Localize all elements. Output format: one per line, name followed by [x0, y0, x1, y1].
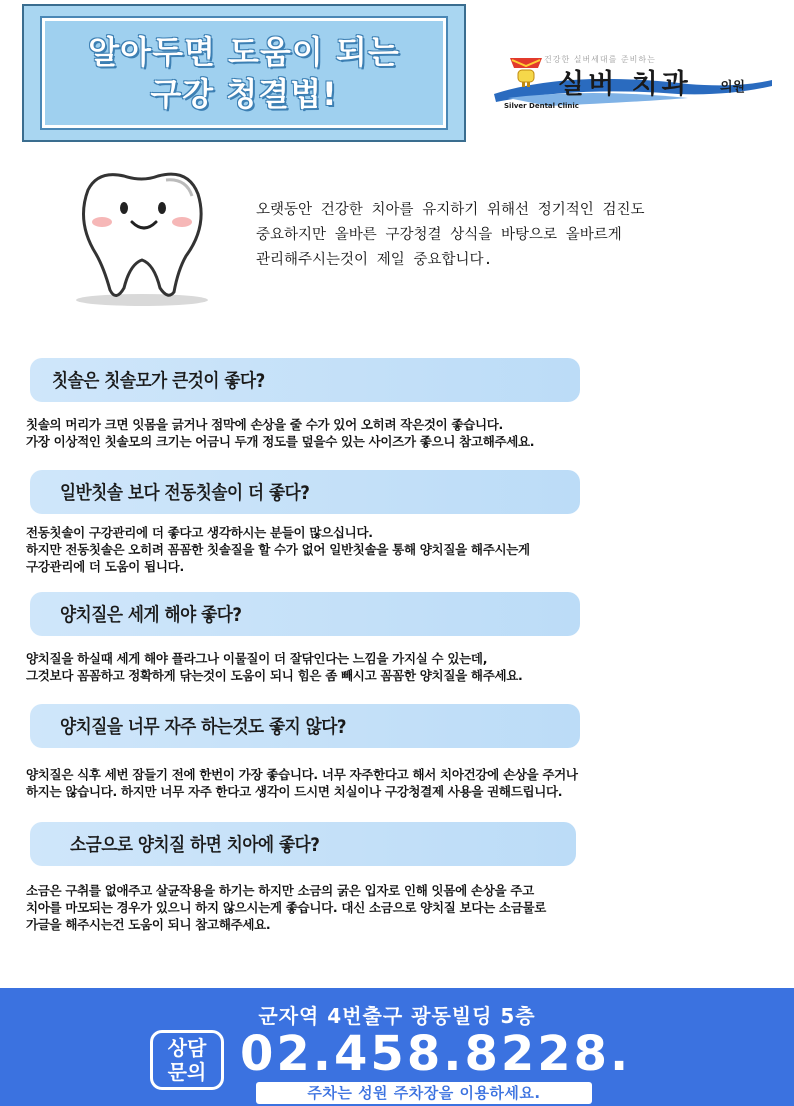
- title-line-1: 알아두면 도움이 되는: [88, 33, 400, 71]
- intro-text: [256, 198, 776, 273]
- title-banner: [22, 4, 466, 142]
- body-line: 양치질은 식후 세번 잠들기 전에 한번이 가장 좋습니다. 너무 자주한다고 해서 치아건강에 손상을 주거나: [26, 767, 578, 782]
- consult-badge-line-2: 문의: [167, 1060, 207, 1084]
- logo-slogan: 건강한 실버세대를 준비하는: [544, 55, 656, 64]
- clinic-logo: [486, 44, 776, 120]
- section-heading-1: [30, 358, 580, 402]
- intro-line: 중요하지만 올바른 구강청결 상식을 바탕으로 올바르게: [256, 227, 622, 243]
- section-heading-5: [30, 822, 576, 866]
- smiling-tooth-icon: [58, 160, 228, 310]
- section-body-4: [26, 766, 786, 800]
- section-heading-4: [30, 704, 580, 748]
- section-body-1: [26, 416, 786, 450]
- section-heading-text: 소금으로 양치질 하면 치아에 좋다?: [70, 835, 320, 856]
- consult-badge: [150, 1030, 224, 1090]
- body-line: 하지는 않습니다. 하지만 너무 자주 한다고 생각이 드시면 치실이나 구강청결제 사용을 권해드립니다.: [26, 784, 563, 799]
- section-body-5: [26, 882, 786, 933]
- body-line: 가글을 해주시는건 도움이 되니 참고해주세요.: [26, 917, 271, 932]
- body-line: 하지만 전동칫솔은 오히려 꼼꼼한 칫솔질을 할 수가 없어 일반칫솔을 통해 양치질을 해주시는게: [26, 542, 530, 557]
- contact-footer: [0, 988, 794, 1106]
- title-line-2: 구강 청결법!: [150, 75, 338, 113]
- section-body-2: [26, 524, 786, 575]
- body-line: 가장 이상적인 칫솔모의 크기는 어금니 두개 정도를 덮을수 있는 사이즈가 좋으니 참고해주세요.: [26, 434, 535, 449]
- body-line: 양치질을 하실때 세게 해야 플라그나 이물질이 더 잘닦인다는 느낌을 가지실 수 있는데,: [26, 651, 488, 666]
- body-line: 칫솔의 머리가 크면 잇몸을 긁거나 점막에 손상을 줄 수가 있어 오히려 작은것이 좋습니다.: [26, 417, 503, 432]
- section-heading-2: [30, 470, 580, 514]
- logo-suffix: 의원: [720, 80, 746, 95]
- title-inner-box: [42, 18, 446, 128]
- intro-line: 관리해주시는것이 제일 중요합니다.: [256, 252, 493, 268]
- parking-notice: 주차는 성원 주차장을 이용하세요.: [256, 1082, 592, 1104]
- body-line: 전동칫솔이 구강관리에 더 좋다고 생각하시는 분들이 많으십니다.: [26, 525, 373, 540]
- section-heading-text: 칫솔은 칫솔모가 큰것이 좋다?: [52, 371, 265, 392]
- section-heading-text: 양치질은 세게 해야 좋다?: [60, 605, 242, 626]
- clinic-address: 군자역 4번출구 광동빌딩 5층: [258, 1004, 536, 1028]
- body-line: 치아를 마모되는 경우가 있으니 하지 않으시는게 좋습니다. 대신 소금으로 양치질 보다는 소금물로: [26, 900, 547, 915]
- body-line: 구강관리에 더 도움이 됩니다.: [26, 559, 184, 574]
- logo-name: 실버 치과: [558, 69, 692, 100]
- section-heading-text: 일반칫솔 보다 전동칫솔이 더 좋다?: [60, 483, 310, 504]
- section-heading-3: [30, 592, 580, 636]
- body-line: 소금은 구취를 없애주고 살균작용을 하기는 하지만 소금의 굵은 입자로 인해 잇몸에 손상을 주고: [26, 883, 534, 898]
- section-heading-text: 양치질을 너무 자주 하는것도 좋지 않다?: [60, 717, 347, 738]
- logo-english-name: Silver Dental Clinic: [504, 102, 579, 110]
- intro-line: 오랫동안 건강한 치아를 유지하기 위해선 정기적인 검진도: [256, 202, 645, 218]
- body-line: 그것보다 꼼꼼하고 정확하게 닦는것이 도움이 되니 힘은 좀 빼시고 꼼꼼한 양치질을 해주세요.: [26, 668, 523, 683]
- section-body-3: [26, 650, 786, 684]
- consult-badge-line-1: 상담: [167, 1036, 207, 1060]
- phone-number: 02.458.8228.: [240, 1026, 632, 1082]
